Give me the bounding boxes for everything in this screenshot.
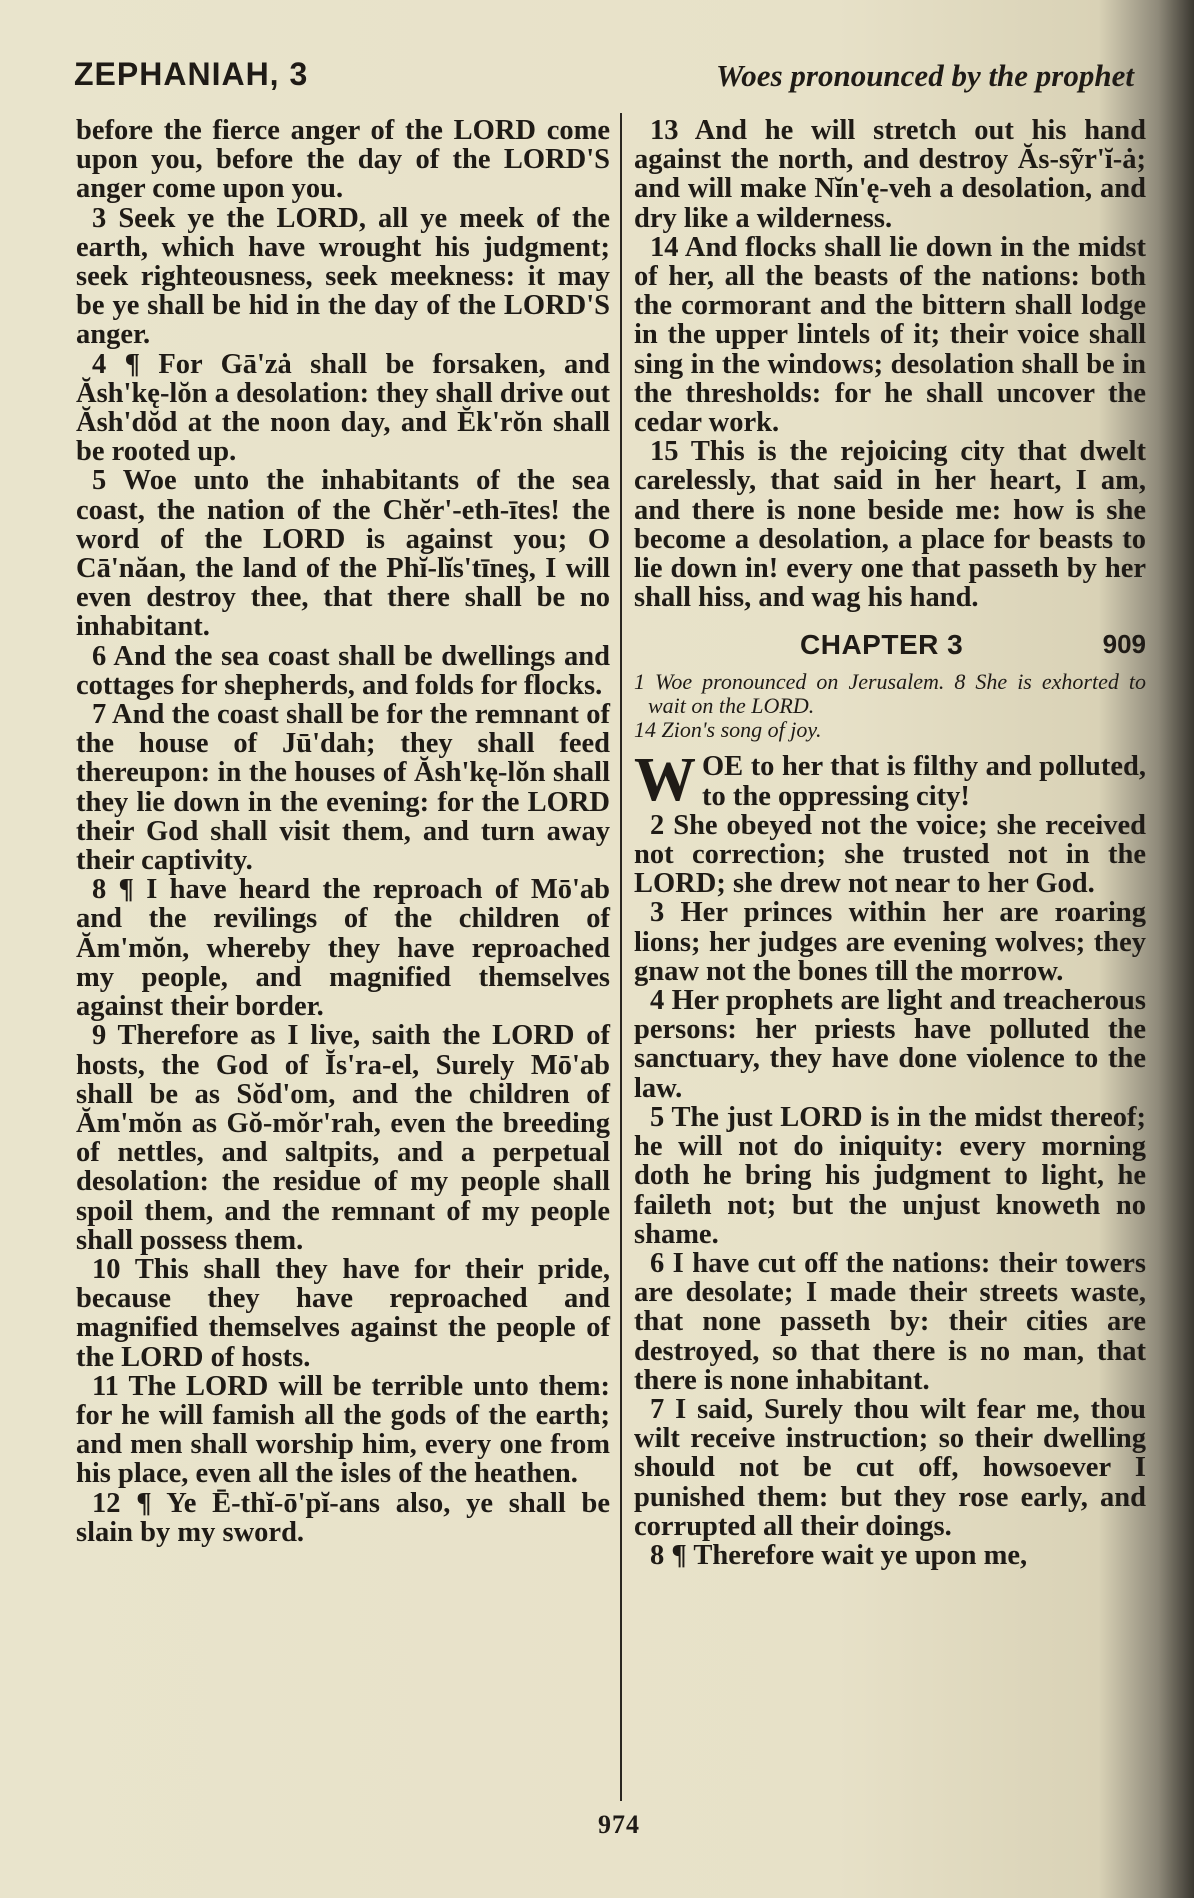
verse-text: 12 ¶ Ye Ē-thĭ-ō'pĭ-ans also, ye shall be slain by my sword. bbox=[76, 1487, 610, 1548]
verse-text: 7 I said, Surely thou wilt fear me, thou wilt receive instruction; so their dwelling should not be cut off, howsoever I punished them: but they rose early, and corrupted all their doings. bbox=[634, 1393, 1146, 1542]
verse-text: 4 Her prophets are light and treacherous persons: her priests have polluted the sanctuary, they have done violence to the law. bbox=[634, 985, 1146, 1104]
verse-text: 15 This is the rejoicing city that dwelt carelessly, that said in her heart, I am, and there is none beside me: how is she become a desolation, a place for beasts to lie down in! every one that passeth by her shall hiss, and wag his hand. bbox=[634, 436, 1146, 614]
verse-text: 3 Her princes within her are roaring lions; her judges are evening wolves; they gnaw not the bones till the morrow. bbox=[634, 897, 1146, 987]
verse-text: 13 And he will stretch out his hand against the north, and destroy Ăs-sỹr'ĭ-ȧ; and will make Nĭn'ę-veh a desolation, and dry like a wilderness. bbox=[634, 115, 1146, 234]
verse-text: 11 The LORD will be terrible unto them: for he will famish all the gods of the earth; and men shall worship him, every one from his place, even all the isles of the heathen. bbox=[76, 1370, 610, 1490]
verse-text: 2 She obeyed not the voice; she received not correction; she trusted not in the LORD; she drew not near to her God. bbox=[634, 809, 1146, 900]
verse-text: 8 ¶ I have heard the reproach of Mō'ab and the revilings of the children of Ăm'mŏn, whereby they have reproached my people, and magnified themselves against their border. bbox=[76, 874, 610, 1023]
chapter-summary bbox=[634, 670, 1146, 742]
running-header bbox=[74, 56, 1134, 106]
verse-text: 4 ¶ For Gā'zȧ shall be forsaken, and Ăsh'kę-lŏn a desolation: they shall drive out Ăsh'dŏd at the noon day, and Ĕk'rŏn shall be rooted up. bbox=[76, 348, 610, 468]
verse-text: 5 Woe unto the inhabitants of the sea coast, the nation of the Chĕr'-eth-ītes! the word of the LORD is against you; O Cā'năan, the land of the Phĭ-lĭs'tīneş, I will even destroy thee, that there shall be no inhabitant. bbox=[76, 465, 610, 643]
verse-text: 3 Seek ye the LORD, all ye meek of the earth, which have wrought his judgment; seek righteousness, seek meekness: it may be ye shall be hid in the day of the LORD'S anger. bbox=[76, 202, 610, 351]
verse-text: 6 I have cut off the nations: their towers are desolate; I made their streets waste, that none passeth by: their cities are destroyed, so that there is no man, that there is none inhabitant. bbox=[634, 1247, 1146, 1396]
left-column bbox=[76, 116, 610, 1547]
verse-text: before the fierce anger of the LORD come upon you, before the day of the LORD'S anger come upon you. bbox=[76, 115, 610, 205]
right-column bbox=[634, 116, 1146, 1570]
verse-text: 14 And flocks shall lie down in the midst of her, all the beasts of the nations: both the cormorant and the bittern shall lodge in the upper lintels of it; their voice shall sing in the windows; desolation shall be in the thresholds: for he shall uncover the cedar work. bbox=[634, 231, 1146, 439]
column-divider bbox=[620, 113, 622, 1801]
first-verse bbox=[634, 746, 1146, 815]
book-chapter-heading: ZEPHANIAH, 3 bbox=[74, 56, 309, 92]
verse-text: 9 Therefore as I live, saith the LORD of hosts, the God of Ĭs'ra-el, Surely Mō'ab shall be as Sŏd'om, and the children of Ăm'mŏn as Gŏ-mŏr'rah, even the breeding of nettles, and saltpits, and a perpetual desolation: the residue of my people shall spoil them, and the remnant of my people shall possess them. bbox=[76, 1020, 610, 1256]
chapter-title: CHAPTER 3 bbox=[800, 629, 964, 661]
page-number: 974 bbox=[598, 1810, 640, 1839]
section-heading: Woes pronounced by the prophet bbox=[716, 58, 1134, 93]
verse-text: 5 The just LORD is in the midst thereof; he will not do iniquity: every morning doth he bring his judgment to light, he faileth not; but the unjust knoweth no shame. bbox=[634, 1101, 1146, 1250]
chapter-reference-number: 909 bbox=[1102, 629, 1146, 660]
chapter-summary-line: 14 Zion's song of joy. bbox=[634, 717, 822, 743]
verse-text: 7 And the coast shall be for the remnant of the house of Jū'dah; they shall feed thereupon: in the houses of Ăsh'kę-lŏn shall they lie down in the evening: for the LORD their God shall visit them, and turn away their captivity. bbox=[76, 699, 610, 877]
verse-text: 6 And the sea coast shall be dwellings and cottages for shepherds, and folds for flocks. bbox=[76, 640, 610, 701]
first-verse-text: OE to her that is filthy and polluted, to the oppressing city! bbox=[702, 751, 1146, 812]
chapter-summary-line: 1 Woe pronounced on Jerusalem. 8 She is exhorted to wait on the LORD. bbox=[634, 669, 1146, 719]
chapter-heading bbox=[634, 630, 1146, 666]
verse-text: 8 ¶ Therefore wait ye upon me, bbox=[650, 1539, 1028, 1571]
drop-cap: W bbox=[634, 746, 696, 815]
verse-text: 10 This shall they have for their pride, because they have reproached and magnified themselves against the people of the LORD of hosts. bbox=[76, 1253, 610, 1373]
